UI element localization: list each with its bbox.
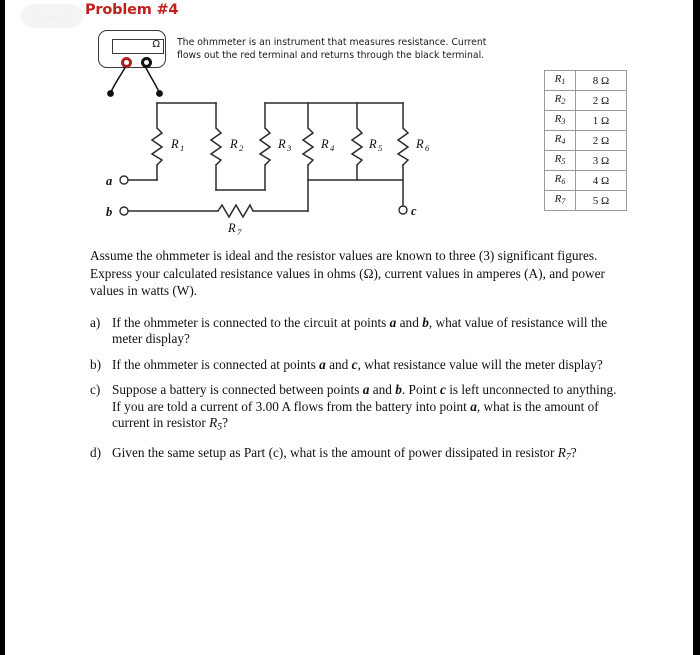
point-ref: c [439, 382, 446, 398]
point-ref: c [351, 356, 358, 372]
resistor-labels [170, 137, 430, 237]
svg-text:5: 5 [378, 143, 383, 153]
table-row [545, 151, 627, 171]
resistor-value: 2 Ω [576, 91, 627, 111]
svg-text:R: R [278, 137, 286, 151]
node-c-terminal [399, 206, 407, 214]
resistor-value: 4 Ω [576, 171, 627, 191]
table-row [545, 111, 627, 131]
assumption-paragraph: Assume the ohmmeter is ideal and the resistor values are known to three (3) significant figures. Express your calculated resistance values in ohms (Ω), current values in amperes (A), and power values in watts (W). [90, 248, 605, 298]
point-ref: b [395, 382, 402, 398]
svg-text:b: b [106, 205, 113, 219]
resistor-value: 8 Ω [576, 71, 627, 91]
circuit-schematic [5, 0, 475, 245]
svg-text:R: R [230, 137, 238, 151]
resistor-value: 2 Ω [576, 131, 627, 151]
question-marker: d) [90, 444, 102, 460]
resistance-table-body [545, 71, 627, 211]
svg-text:a: a [106, 174, 113, 188]
table-row [545, 71, 627, 91]
question-text: If the ohmmeter is connected to the circuit at points [112, 315, 390, 330]
svg-text:1: 1 [180, 143, 185, 153]
resistor-symbol: $R_1$ [545, 71, 576, 91]
point-ref: a [389, 315, 397, 330]
svg-text:R: R [369, 137, 377, 151]
question-list [90, 315, 622, 475]
resistor-ref: R [557, 444, 566, 460]
resistor-value: 1 Ω [576, 111, 627, 131]
point-ref: a [470, 398, 477, 414]
question-text: Given the same setup as Part (c), what is the amount of power dissipated in resistor [112, 444, 558, 460]
resistor-symbol: $R_6$ [545, 171, 576, 191]
page-title: Problem #4 [85, 2, 179, 18]
svg-text:3: 3 [287, 143, 292, 153]
table-row [545, 191, 627, 211]
point-ref: a [362, 382, 370, 398]
document-page [5, 0, 693, 655]
node-b-terminal [120, 207, 128, 215]
resistor-symbol: $R_5$ [545, 151, 576, 171]
table-row [545, 171, 627, 191]
page-watermark: ١ من ٧ [21, 4, 83, 28]
list-item: d) Given the same setup as Part (c), what is the amount of power dissipated in resistor $R_7$? [90, 444, 577, 463]
svg-text:R: R [228, 221, 236, 235]
list-item: b) If the ohmmeter is connected at points a and c, what resistance value will the meter display? [90, 356, 603, 372]
svg-text:7: 7 [237, 227, 242, 237]
resistor-symbol: $R_4$ [545, 131, 576, 151]
svg-text:R: R [416, 137, 424, 151]
svg-text:6: 6 [425, 143, 430, 153]
svg-text:2: 2 [239, 143, 244, 153]
svg-text:R: R [171, 137, 179, 151]
question-text: Suppose a battery is connected between points [112, 382, 363, 398]
question-marker: a) [90, 315, 101, 330]
question-marker: b) [90, 356, 102, 372]
resistance-table [544, 70, 627, 211]
table-row [545, 131, 627, 151]
node-a-terminal [120, 176, 128, 184]
list-item: a) If the ohmmeter is connected to the circuit at points a and b, what value of resistance will the meter display? [90, 315, 608, 347]
list-item: c) Suppose a battery is connected between points a and b. Point c is left unconnected to anything. If you are told a current of 3.00 A flows from the battery into point a, what is the amount of current in resistor $R_5$? [90, 382, 617, 433]
resistor-symbol: $R_2$ [545, 91, 576, 111]
question-text: If the ohmmeter is connected at points [112, 356, 320, 372]
resistor-symbol: $R_3$ [545, 111, 576, 131]
resistor-ref: R [209, 415, 218, 431]
resistor-symbol: $R_7$ [545, 191, 576, 211]
resistor-value: 5 Ω [576, 191, 627, 211]
point-ref: a [319, 356, 326, 372]
svg-text:R: R [321, 137, 329, 151]
point-ref: b [422, 315, 429, 330]
svg-text:4: 4 [330, 143, 335, 153]
table-row [545, 91, 627, 111]
resistor-value: 3 Ω [576, 151, 627, 171]
ohm-symbol: Ω [152, 39, 160, 50]
svg-text:c: c [411, 204, 417, 218]
ohmmeter-note: The ohmmeter is an instrument that measures resistance. Current flows out the red terminal and returns through the black terminal. [177, 37, 487, 62]
question-marker: c) [90, 382, 101, 398]
